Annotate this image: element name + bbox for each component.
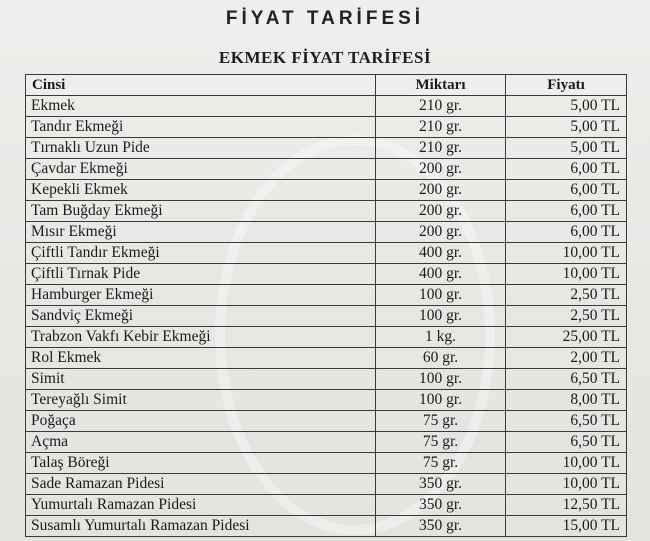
table-row xyxy=(26,516,627,537)
cell-name: Yumurtalı Ramazan Pidesi xyxy=(26,495,376,516)
page-title: FİYAT TARİFESİ xyxy=(225,8,425,29)
cell-quantity: 200 gr. xyxy=(376,159,506,180)
table-body xyxy=(26,96,627,537)
cell-quantity: 200 gr. xyxy=(376,201,506,222)
section-title: EKMEK FİYAT TARİFESİ xyxy=(218,48,432,67)
cell-price: 2,50 TL xyxy=(506,306,627,327)
table-row xyxy=(26,453,627,474)
table-row xyxy=(26,411,627,432)
table-row xyxy=(26,138,627,159)
table-row xyxy=(26,432,627,453)
table-row xyxy=(26,243,627,264)
column-header-name: Cinsi xyxy=(26,75,376,96)
cell-price: 6,00 TL xyxy=(506,180,627,201)
cell-quantity: 60 gr. xyxy=(376,348,506,369)
table-row xyxy=(26,96,627,117)
cell-name: Mısır Ekmeği xyxy=(26,222,376,243)
cell-name: Kepekli Ekmek xyxy=(26,180,376,201)
table-row xyxy=(26,159,627,180)
cell-quantity: 210 gr. xyxy=(376,96,506,117)
table-row xyxy=(26,264,627,285)
cell-price: 5,00 TL xyxy=(506,96,627,117)
cell-quantity: 210 gr. xyxy=(376,117,506,138)
cell-price: 6,00 TL xyxy=(506,159,627,180)
cell-name: Tam Buğday Ekmeği xyxy=(26,201,376,222)
cell-name: Açma xyxy=(26,432,376,453)
cell-name: Tandır Ekmeği xyxy=(26,117,376,138)
table-row xyxy=(26,285,627,306)
cell-quantity: 350 gr. xyxy=(376,474,506,495)
cell-name: Ekmek xyxy=(26,96,376,117)
cell-price: 5,00 TL xyxy=(506,138,627,159)
cell-price: 10,00 TL xyxy=(506,474,627,495)
cell-price: 2,50 TL xyxy=(506,285,627,306)
cell-name: Sade Ramazan Pidesi xyxy=(26,474,376,495)
cell-name: Talaş Böreği xyxy=(26,453,376,474)
table-row xyxy=(26,180,627,201)
cell-name: Rol Ekmek xyxy=(26,348,376,369)
cell-quantity: 100 gr. xyxy=(376,390,506,411)
cell-quantity: 75 gr. xyxy=(376,411,506,432)
cell-quantity: 350 gr. xyxy=(376,516,506,537)
cell-name: Simit xyxy=(26,369,376,390)
cell-quantity: 200 gr. xyxy=(376,180,506,201)
cell-quantity: 1 kg. xyxy=(376,327,506,348)
cell-price: 8,00 TL xyxy=(506,390,627,411)
cell-price: 10,00 TL xyxy=(506,243,627,264)
table-row xyxy=(26,348,627,369)
cell-name: Trabzon Vakfı Kebir Ekmeği xyxy=(26,327,376,348)
price-table xyxy=(25,74,627,537)
cell-name: Tırnaklı Uzun Pide xyxy=(26,138,376,159)
cell-quantity: 350 gr. xyxy=(376,495,506,516)
cell-price: 10,00 TL xyxy=(506,264,627,285)
cell-price: 10,00 TL xyxy=(506,453,627,474)
table-header-row xyxy=(26,75,627,96)
cell-quantity: 100 gr. xyxy=(376,369,506,390)
table-row xyxy=(26,117,627,138)
table-row xyxy=(26,201,627,222)
cell-price: 2,00 TL xyxy=(506,348,627,369)
cell-price: 6,50 TL xyxy=(506,432,627,453)
column-header-quantity: Miktarı xyxy=(376,75,506,96)
cell-quantity: 210 gr. xyxy=(376,138,506,159)
cell-quantity: 200 gr. xyxy=(376,222,506,243)
cell-price: 6,00 TL xyxy=(506,222,627,243)
cell-name: Hamburger Ekmeği xyxy=(26,285,376,306)
cell-name: Poğaça xyxy=(26,411,376,432)
cell-price: 15,00 TL xyxy=(506,516,627,537)
cell-quantity: 400 gr. xyxy=(376,264,506,285)
cell-name: Çiftli Tandır Ekmeği xyxy=(26,243,376,264)
cell-price: 6,50 TL xyxy=(506,411,627,432)
table-row xyxy=(26,369,627,390)
cell-price: 6,50 TL xyxy=(506,369,627,390)
table-row xyxy=(26,327,627,348)
cell-quantity: 100 gr. xyxy=(376,306,506,327)
cell-quantity: 100 gr. xyxy=(376,285,506,306)
column-header-price: Fiyatı xyxy=(506,75,627,96)
cell-quantity: 75 gr. xyxy=(376,432,506,453)
cell-price: 12,50 TL xyxy=(506,495,627,516)
cell-quantity: 400 gr. xyxy=(376,243,506,264)
cell-name: Çavdar Ekmeği xyxy=(26,159,376,180)
cell-name: Çiftli Tırnak Pide xyxy=(26,264,376,285)
cell-name: Tereyağlı Simit xyxy=(26,390,376,411)
table-row xyxy=(26,222,627,243)
cell-price: 5,00 TL xyxy=(506,117,627,138)
cell-name: Susamlı Yumurtalı Ramazan Pidesi xyxy=(26,516,376,537)
cell-price: 6,00 TL xyxy=(506,201,627,222)
table-row xyxy=(26,306,627,327)
cell-name: Sandviç Ekmeği xyxy=(26,306,376,327)
table-row xyxy=(26,495,627,516)
table-row xyxy=(26,390,627,411)
table-row xyxy=(26,474,627,495)
cell-price: 25,00 TL xyxy=(506,327,627,348)
cell-quantity: 75 gr. xyxy=(376,453,506,474)
